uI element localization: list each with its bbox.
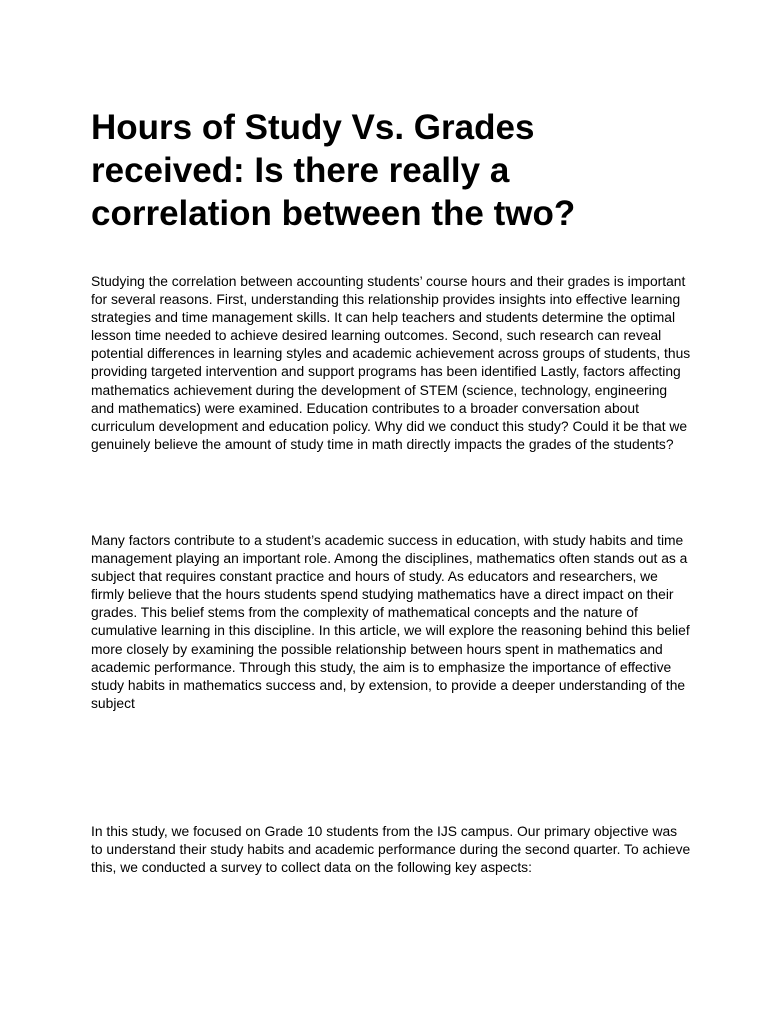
paragraph-methodology: In this study, we focused on Grade 10 students from the IJS campus. Our primary objective was to understand their study habits and academic performance during the second quarter. To achieve this, we conducted a survey to collect data on the following key aspects: <box>91 823 691 876</box>
paragraph-introduction: Studying the correlation between accounting students’ course hours and their grades is important for several reasons. First, understanding this relationship provides insights into effective learning strategies and time management skills. It can help teachers and students determine the optimal lesson time needed to achieve desired learning outcomes. Second, such research can reveal potential differences in learning styles and academic achievement across groups of students, thus providing targeted intervention and support programs has been identified Lastly, factors affecting mathematics achievement during the development of STEM (science, technology, engineering and mathematics) were examined. Education contributes to a broader conversation about curriculum development and education policy. Why did we conduct this study? Could it be that we genuinely believe the amount of study time in math directly impacts the grades of the students? <box>91 273 691 452</box>
document-title: Hours of Study Vs. Grades received: Is there really a correlation between the two? <box>91 108 576 233</box>
paragraph-background: Many factors contribute to a student’s academic success in education, with study habits and time management playing an important role. Among the disciplines, mathematics often stands out as a subject that requires constant practice and hours of study. As educators and researchers, we firmly believe that the hours students spend studying mathematics have a direct impact on their grades. This belief stems from the complexity of mathematical concepts and the nature of cumulative learning in this discipline. In this article, we will explore the reasoning behind this belief more closely by examining the possible relationship between hours spent in mathematics and academic performance. Through this study, the aim is to emphasize the importance of effective study habits in mathematics success and, by extension, to provide a deeper understanding of the subject <box>91 532 690 711</box>
